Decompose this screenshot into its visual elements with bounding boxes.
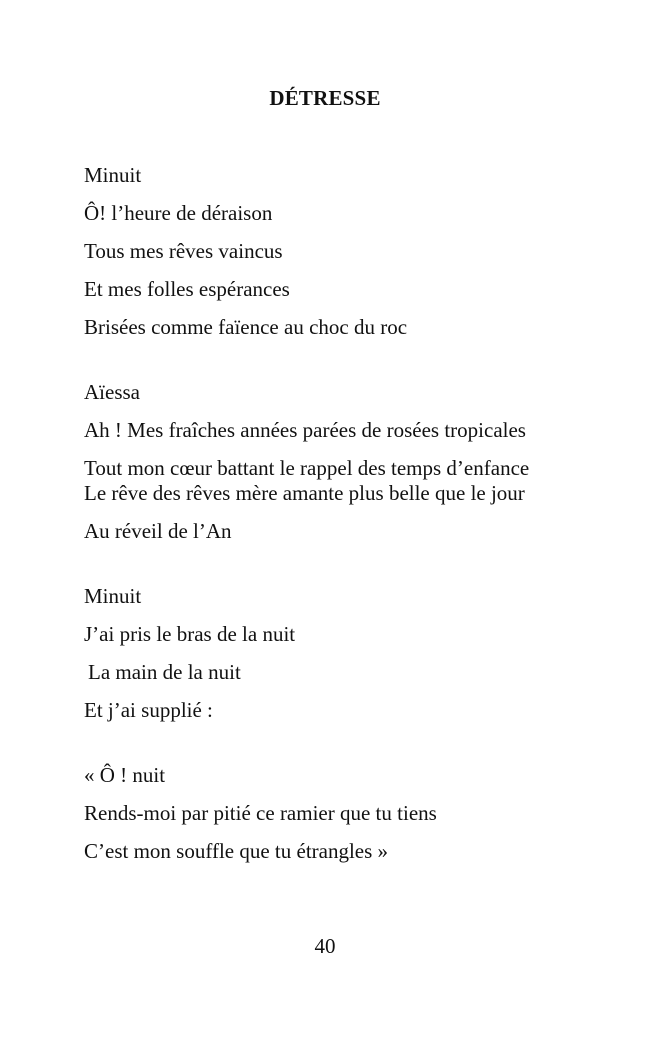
poem-line: J’ai pris le bras de la nuit (84, 622, 296, 646)
poem-line: Ah ! Mes fraîches années parées de rosées tropicales (84, 418, 526, 442)
poem-line: Tout mon cœur battant le rappel des temps d’enfance (84, 456, 530, 480)
poem-line: Minuit (84, 584, 142, 608)
poem-title: DÉTRESSE (269, 86, 381, 110)
poem-line: Rends-moi par pitié ce ramier que tu tiens (84, 801, 437, 825)
poem-line: La main de la nuit (88, 660, 241, 684)
page-number: 40 (314, 934, 336, 958)
poem-line: C’est mon souffle que tu étrangles » (84, 839, 389, 863)
poem-line: Et mes folles espérances (84, 277, 290, 301)
poem-line: « Ô ! nuit (84, 763, 166, 787)
poem-line: Au réveil de l’An (84, 519, 232, 543)
poem-line: Ô! l’heure de déraison (84, 201, 273, 225)
poem-line: Brisées comme faïence au choc du roc (84, 315, 408, 339)
poem-line: Aïessa (84, 380, 140, 404)
poem-line: Tous mes rêves vaincus (84, 239, 283, 263)
poem-line: Et j’ai supplié : (84, 698, 213, 722)
poem-line: Minuit (84, 163, 142, 187)
poem-line: Le rêve des rêves mère amante plus belle que le jour (84, 481, 525, 505)
